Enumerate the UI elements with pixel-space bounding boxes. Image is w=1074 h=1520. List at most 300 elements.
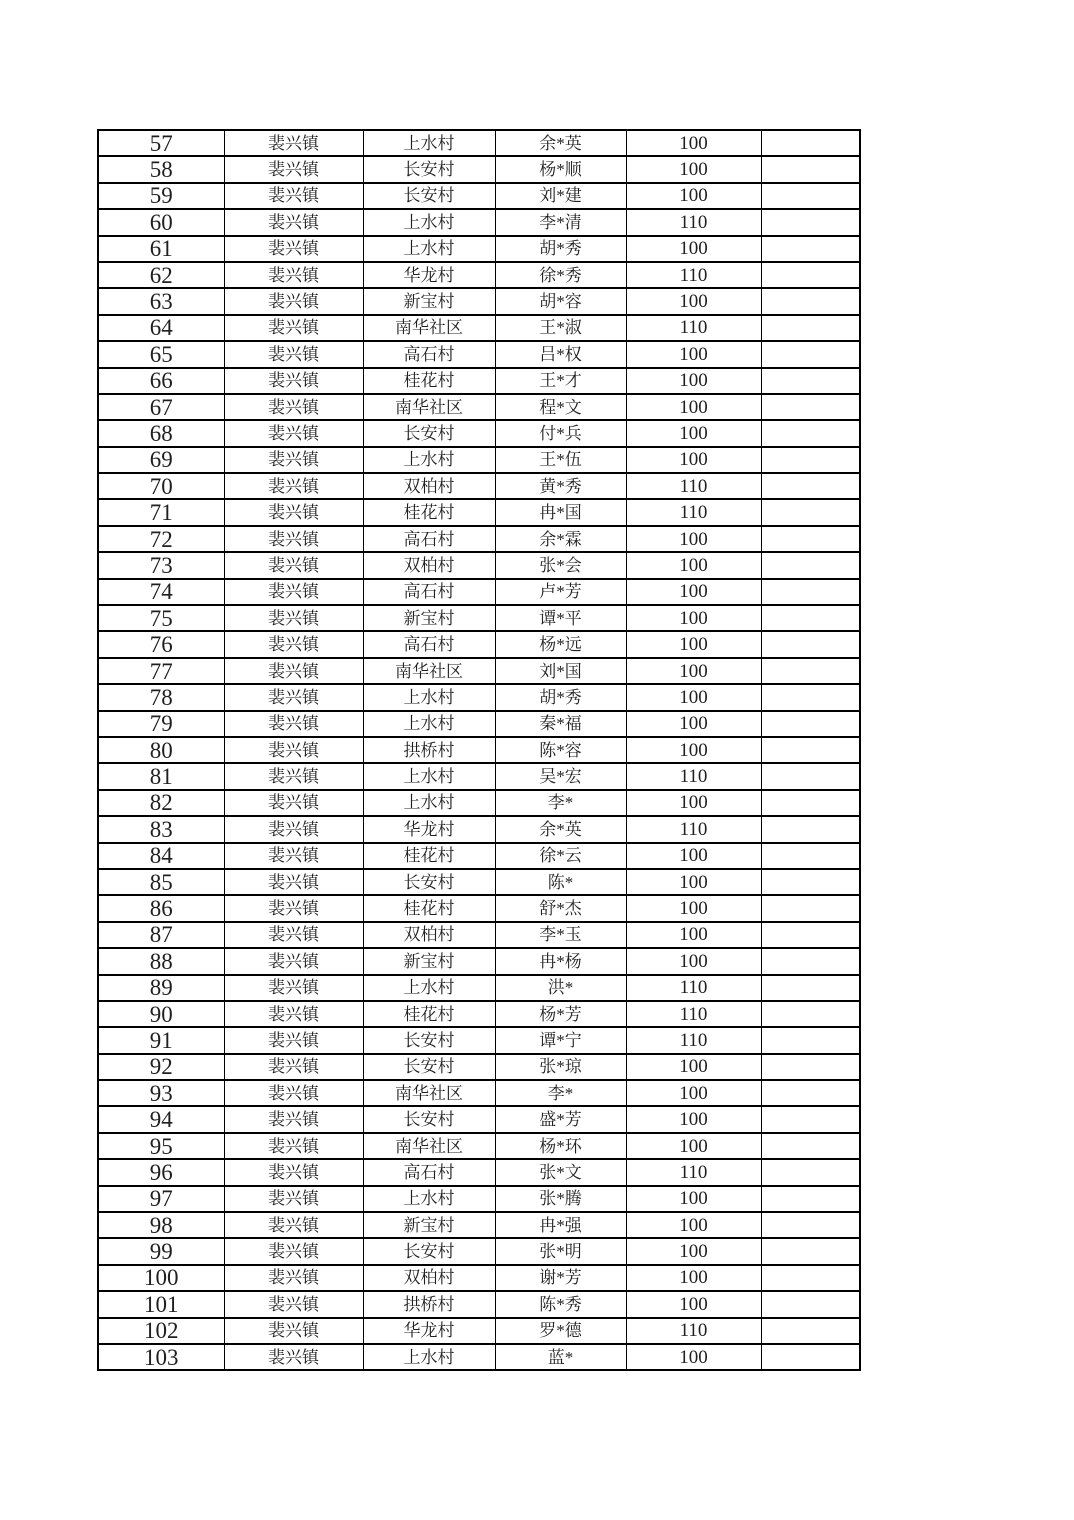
cell-amount: 100 bbox=[626, 1212, 761, 1238]
cell-person-name: 余*英 bbox=[495, 130, 626, 156]
cell-village: 桂花村 bbox=[363, 368, 495, 394]
cell-serial-number: 67 bbox=[98, 394, 224, 420]
cell-note-empty bbox=[761, 579, 860, 605]
cell-village: 双柏村 bbox=[363, 922, 495, 948]
cell-serial-number: 70 bbox=[98, 473, 224, 499]
cell-village: 上水村 bbox=[363, 1344, 495, 1370]
table-row bbox=[98, 631, 860, 657]
cell-note-empty bbox=[761, 843, 860, 869]
cell-person-name: 杨*顺 bbox=[495, 156, 626, 182]
cell-amount: 100 bbox=[626, 1344, 761, 1370]
table-row bbox=[98, 368, 860, 394]
cell-amount: 100 bbox=[626, 922, 761, 948]
cell-serial-number: 98 bbox=[98, 1212, 224, 1238]
cell-village: 上水村 bbox=[363, 790, 495, 816]
table-row bbox=[98, 1106, 860, 1132]
cell-town: 裴兴镇 bbox=[224, 526, 363, 552]
cell-village: 长安村 bbox=[363, 1238, 495, 1264]
cell-village: 华龙村 bbox=[363, 816, 495, 842]
cell-town: 裴兴镇 bbox=[224, 262, 363, 288]
cell-serial-number: 80 bbox=[98, 737, 224, 763]
table-row bbox=[98, 816, 860, 842]
cell-town: 裴兴镇 bbox=[224, 209, 363, 235]
table-row bbox=[98, 1238, 860, 1264]
cell-town: 裴兴镇 bbox=[224, 684, 363, 710]
cell-amount: 110 bbox=[626, 763, 761, 789]
cell-note-empty bbox=[761, 526, 860, 552]
cell-village: 上水村 bbox=[363, 209, 495, 235]
cell-person-name: 刘*建 bbox=[495, 183, 626, 209]
cell-town: 裴兴镇 bbox=[224, 156, 363, 182]
table-row bbox=[98, 315, 860, 341]
cell-note-empty bbox=[761, 816, 860, 842]
cell-village: 上水村 bbox=[363, 711, 495, 737]
cell-person-name: 盛*芳 bbox=[495, 1106, 626, 1132]
cell-town: 裴兴镇 bbox=[224, 341, 363, 367]
cell-village: 双柏村 bbox=[363, 1265, 495, 1291]
cell-amount: 100 bbox=[626, 552, 761, 578]
cell-serial-number: 62 bbox=[98, 262, 224, 288]
cell-village: 上水村 bbox=[363, 447, 495, 473]
cell-serial-number: 81 bbox=[98, 763, 224, 789]
table-row bbox=[98, 473, 860, 499]
cell-note-empty bbox=[761, 315, 860, 341]
table-row bbox=[98, 1133, 860, 1159]
table-row bbox=[98, 658, 860, 684]
cell-note-empty bbox=[761, 711, 860, 737]
cell-amount: 100 bbox=[626, 1133, 761, 1159]
cell-person-name: 胡*秀 bbox=[495, 236, 626, 262]
cell-amount: 100 bbox=[626, 526, 761, 552]
cell-person-name: 谢*芳 bbox=[495, 1265, 626, 1291]
cell-town: 裴兴镇 bbox=[224, 1212, 363, 1238]
table-row bbox=[98, 1027, 860, 1053]
cell-town: 裴兴镇 bbox=[224, 420, 363, 446]
cell-town: 裴兴镇 bbox=[224, 1318, 363, 1344]
cell-amount: 100 bbox=[626, 447, 761, 473]
table-row bbox=[98, 236, 860, 262]
cell-village: 南华社区 bbox=[363, 394, 495, 420]
cell-note-empty bbox=[761, 1159, 860, 1185]
cell-serial-number: 95 bbox=[98, 1133, 224, 1159]
cell-note-empty bbox=[761, 552, 860, 578]
cell-amount: 100 bbox=[626, 790, 761, 816]
cell-note-empty bbox=[761, 368, 860, 394]
cell-note-empty bbox=[761, 130, 860, 156]
cell-serial-number: 94 bbox=[98, 1106, 224, 1132]
cell-serial-number: 85 bbox=[98, 869, 224, 895]
cell-village: 上水村 bbox=[363, 1186, 495, 1212]
cell-town: 裴兴镇 bbox=[224, 763, 363, 789]
table-row bbox=[98, 209, 860, 235]
cell-serial-number: 83 bbox=[98, 816, 224, 842]
cell-amount: 100 bbox=[626, 1238, 761, 1264]
cell-person-name: 杨*远 bbox=[495, 631, 626, 657]
cell-town: 裴兴镇 bbox=[224, 1001, 363, 1027]
cell-amount: 100 bbox=[626, 341, 761, 367]
cell-serial-number: 86 bbox=[98, 895, 224, 921]
cell-amount: 100 bbox=[626, 658, 761, 684]
cell-amount: 110 bbox=[626, 209, 761, 235]
table-row bbox=[98, 1344, 860, 1370]
cell-village: 长安村 bbox=[363, 869, 495, 895]
cell-town: 裴兴镇 bbox=[224, 816, 363, 842]
cell-note-empty bbox=[761, 262, 860, 288]
table-row bbox=[98, 790, 860, 816]
cell-serial-number: 101 bbox=[98, 1291, 224, 1317]
cell-note-empty bbox=[761, 975, 860, 1001]
cell-person-name: 余*霖 bbox=[495, 526, 626, 552]
cell-village: 桂花村 bbox=[363, 843, 495, 869]
cell-amount: 110 bbox=[626, 1027, 761, 1053]
cell-serial-number: 87 bbox=[98, 922, 224, 948]
cell-village: 南华社区 bbox=[363, 1133, 495, 1159]
cell-note-empty bbox=[761, 1186, 860, 1212]
cell-note-empty bbox=[761, 658, 860, 684]
cell-serial-number: 66 bbox=[98, 368, 224, 394]
cell-amount: 100 bbox=[626, 1186, 761, 1212]
cell-amount: 100 bbox=[626, 288, 761, 314]
cell-note-empty bbox=[761, 1238, 860, 1264]
cell-amount: 100 bbox=[626, 605, 761, 631]
cell-note-empty bbox=[761, 183, 860, 209]
table-row bbox=[98, 922, 860, 948]
cell-village: 上水村 bbox=[363, 975, 495, 1001]
cell-village: 新宝村 bbox=[363, 605, 495, 631]
cell-amount: 110 bbox=[626, 1318, 761, 1344]
cell-note-empty bbox=[761, 1080, 860, 1106]
cell-village: 双柏村 bbox=[363, 473, 495, 499]
cell-person-name: 张*文 bbox=[495, 1159, 626, 1185]
cell-serial-number: 65 bbox=[98, 341, 224, 367]
cell-note-empty bbox=[761, 1133, 860, 1159]
cell-serial-number: 69 bbox=[98, 447, 224, 473]
cell-note-empty bbox=[761, 1344, 860, 1370]
table-row bbox=[98, 130, 860, 156]
table-row bbox=[98, 1318, 860, 1344]
cell-note-empty bbox=[761, 420, 860, 446]
cell-amount: 100 bbox=[626, 684, 761, 710]
cell-serial-number: 97 bbox=[98, 1186, 224, 1212]
cell-person-name: 李* bbox=[495, 790, 626, 816]
cell-amount: 100 bbox=[626, 1080, 761, 1106]
cell-person-name: 舒*杰 bbox=[495, 895, 626, 921]
cell-town: 裴兴镇 bbox=[224, 579, 363, 605]
cell-village: 新宝村 bbox=[363, 948, 495, 974]
cell-village: 华龙村 bbox=[363, 1318, 495, 1344]
cell-village: 新宝村 bbox=[363, 1212, 495, 1238]
cell-amount: 100 bbox=[626, 948, 761, 974]
cell-town: 裴兴镇 bbox=[224, 315, 363, 341]
cell-person-name: 张*琼 bbox=[495, 1054, 626, 1080]
cell-person-name: 黄*秀 bbox=[495, 473, 626, 499]
cell-person-name: 谭*宁 bbox=[495, 1027, 626, 1053]
table-row bbox=[98, 341, 860, 367]
cell-amount: 100 bbox=[626, 236, 761, 262]
cell-serial-number: 82 bbox=[98, 790, 224, 816]
table-row bbox=[98, 1291, 860, 1317]
cell-town: 裴兴镇 bbox=[224, 948, 363, 974]
cell-serial-number: 75 bbox=[98, 605, 224, 631]
cell-village: 双柏村 bbox=[363, 552, 495, 578]
cell-village: 新宝村 bbox=[363, 288, 495, 314]
table-row bbox=[98, 1054, 860, 1080]
cell-note-empty bbox=[761, 631, 860, 657]
cell-village: 高石村 bbox=[363, 631, 495, 657]
beneficiary-table bbox=[97, 129, 861, 1371]
cell-town: 裴兴镇 bbox=[224, 552, 363, 578]
cell-serial-number: 90 bbox=[98, 1001, 224, 1027]
cell-person-name: 程*文 bbox=[495, 394, 626, 420]
cell-town: 裴兴镇 bbox=[224, 631, 363, 657]
cell-town: 裴兴镇 bbox=[224, 1159, 363, 1185]
cell-amount: 100 bbox=[626, 420, 761, 446]
cell-serial-number: 100 bbox=[98, 1265, 224, 1291]
cell-serial-number: 89 bbox=[98, 975, 224, 1001]
cell-person-name: 张*腾 bbox=[495, 1186, 626, 1212]
cell-serial-number: 79 bbox=[98, 711, 224, 737]
cell-serial-number: 99 bbox=[98, 1238, 224, 1264]
table-row bbox=[98, 1265, 860, 1291]
cell-amount: 100 bbox=[626, 579, 761, 605]
cell-note-empty bbox=[761, 209, 860, 235]
cell-amount: 100 bbox=[626, 1106, 761, 1132]
cell-town: 裴兴镇 bbox=[224, 1133, 363, 1159]
cell-town: 裴兴镇 bbox=[224, 1291, 363, 1317]
cell-serial-number: 93 bbox=[98, 1080, 224, 1106]
cell-town: 裴兴镇 bbox=[224, 447, 363, 473]
cell-person-name: 谭*平 bbox=[495, 605, 626, 631]
cell-village: 华龙村 bbox=[363, 262, 495, 288]
cell-note-empty bbox=[761, 1265, 860, 1291]
cell-town: 裴兴镇 bbox=[224, 605, 363, 631]
table-row bbox=[98, 948, 860, 974]
table-row bbox=[98, 869, 860, 895]
cell-amount: 100 bbox=[626, 1265, 761, 1291]
cell-person-name: 洪* bbox=[495, 975, 626, 1001]
cell-person-name: 徐*云 bbox=[495, 843, 626, 869]
cell-note-empty bbox=[761, 288, 860, 314]
cell-note-empty bbox=[761, 790, 860, 816]
cell-serial-number: 74 bbox=[98, 579, 224, 605]
cell-town: 裴兴镇 bbox=[224, 130, 363, 156]
cell-town: 裴兴镇 bbox=[224, 394, 363, 420]
cell-amount: 100 bbox=[626, 368, 761, 394]
cell-person-name: 张*会 bbox=[495, 552, 626, 578]
table-row bbox=[98, 262, 860, 288]
cell-town: 裴兴镇 bbox=[224, 895, 363, 921]
cell-town: 裴兴镇 bbox=[224, 975, 363, 1001]
cell-note-empty bbox=[761, 737, 860, 763]
cell-person-name: 付*兵 bbox=[495, 420, 626, 446]
cell-village: 长安村 bbox=[363, 1027, 495, 1053]
cell-person-name: 秦*福 bbox=[495, 711, 626, 737]
cell-person-name: 王*伍 bbox=[495, 447, 626, 473]
table-row bbox=[98, 552, 860, 578]
cell-serial-number: 103 bbox=[98, 1344, 224, 1370]
cell-note-empty bbox=[761, 948, 860, 974]
cell-serial-number: 78 bbox=[98, 684, 224, 710]
cell-note-empty bbox=[761, 1106, 860, 1132]
cell-person-name: 卢*芳 bbox=[495, 579, 626, 605]
cell-person-name: 杨*环 bbox=[495, 1133, 626, 1159]
cell-serial-number: 96 bbox=[98, 1159, 224, 1185]
cell-serial-number: 61 bbox=[98, 236, 224, 262]
cell-village: 上水村 bbox=[363, 236, 495, 262]
table-row bbox=[98, 1001, 860, 1027]
cell-amount: 100 bbox=[626, 843, 761, 869]
cell-note-empty bbox=[761, 1027, 860, 1053]
cell-note-empty bbox=[761, 1291, 860, 1317]
cell-note-empty bbox=[761, 1054, 860, 1080]
cell-village: 高石村 bbox=[363, 341, 495, 367]
cell-serial-number: 102 bbox=[98, 1318, 224, 1344]
cell-note-empty bbox=[761, 869, 860, 895]
cell-village: 上水村 bbox=[363, 763, 495, 789]
cell-serial-number: 58 bbox=[98, 156, 224, 182]
table-row bbox=[98, 288, 860, 314]
cell-serial-number: 71 bbox=[98, 499, 224, 525]
cell-town: 裴兴镇 bbox=[224, 368, 363, 394]
cell-amount: 100 bbox=[626, 1291, 761, 1317]
cell-person-name: 冉*杨 bbox=[495, 948, 626, 974]
cell-village: 长安村 bbox=[363, 420, 495, 446]
cell-town: 裴兴镇 bbox=[224, 1027, 363, 1053]
table-row bbox=[98, 1159, 860, 1185]
cell-serial-number: 91 bbox=[98, 1027, 224, 1053]
cell-town: 裴兴镇 bbox=[224, 473, 363, 499]
cell-serial-number: 73 bbox=[98, 552, 224, 578]
cell-note-empty bbox=[761, 156, 860, 182]
cell-village: 拱桥村 bbox=[363, 737, 495, 763]
cell-village: 桂花村 bbox=[363, 1001, 495, 1027]
cell-town: 裴兴镇 bbox=[224, 1344, 363, 1370]
cell-note-empty bbox=[761, 394, 860, 420]
cell-village: 长安村 bbox=[363, 156, 495, 182]
cell-village: 上水村 bbox=[363, 130, 495, 156]
table-row bbox=[98, 1080, 860, 1106]
cell-note-empty bbox=[761, 1318, 860, 1344]
cell-village: 桂花村 bbox=[363, 895, 495, 921]
cell-note-empty bbox=[761, 236, 860, 262]
cell-note-empty bbox=[761, 473, 860, 499]
cell-town: 裴兴镇 bbox=[224, 288, 363, 314]
cell-person-name: 胡*容 bbox=[495, 288, 626, 314]
table-row bbox=[98, 763, 860, 789]
table-row bbox=[98, 1186, 860, 1212]
cell-person-name: 王*才 bbox=[495, 368, 626, 394]
cell-person-name: 罗*德 bbox=[495, 1318, 626, 1344]
cell-village: 上水村 bbox=[363, 684, 495, 710]
table-row bbox=[98, 684, 860, 710]
cell-town: 裴兴镇 bbox=[224, 1238, 363, 1264]
cell-person-name: 张*明 bbox=[495, 1238, 626, 1264]
cell-person-name: 余*英 bbox=[495, 816, 626, 842]
cell-serial-number: 88 bbox=[98, 948, 224, 974]
cell-amount: 110 bbox=[626, 262, 761, 288]
cell-amount: 110 bbox=[626, 315, 761, 341]
cell-amount: 110 bbox=[626, 1159, 761, 1185]
cell-note-empty bbox=[761, 447, 860, 473]
table-row bbox=[98, 156, 860, 182]
cell-town: 裴兴镇 bbox=[224, 737, 363, 763]
cell-note-empty bbox=[761, 1212, 860, 1238]
table-row bbox=[98, 420, 860, 446]
table-row bbox=[98, 447, 860, 473]
cell-serial-number: 57 bbox=[98, 130, 224, 156]
cell-village: 高石村 bbox=[363, 526, 495, 552]
cell-person-name: 李* bbox=[495, 1080, 626, 1106]
cell-amount: 100 bbox=[626, 895, 761, 921]
cell-amount: 110 bbox=[626, 816, 761, 842]
cell-serial-number: 76 bbox=[98, 631, 224, 657]
cell-town: 裴兴镇 bbox=[224, 1080, 363, 1106]
cell-village: 高石村 bbox=[363, 579, 495, 605]
table-row bbox=[98, 499, 860, 525]
cell-village: 长安村 bbox=[363, 183, 495, 209]
cell-person-name: 陈*容 bbox=[495, 737, 626, 763]
cell-town: 裴兴镇 bbox=[224, 843, 363, 869]
cell-town: 裴兴镇 bbox=[224, 236, 363, 262]
cell-note-empty bbox=[761, 499, 860, 525]
cell-person-name: 胡*秀 bbox=[495, 684, 626, 710]
cell-person-name: 吴*宏 bbox=[495, 763, 626, 789]
cell-person-name: 王*淑 bbox=[495, 315, 626, 341]
cell-village: 长安村 bbox=[363, 1106, 495, 1132]
cell-note-empty bbox=[761, 341, 860, 367]
cell-village: 南华社区 bbox=[363, 1080, 495, 1106]
cell-town: 裴兴镇 bbox=[224, 1054, 363, 1080]
cell-person-name: 徐*秀 bbox=[495, 262, 626, 288]
cell-person-name: 吕*权 bbox=[495, 341, 626, 367]
table-row bbox=[98, 579, 860, 605]
table-row bbox=[98, 1212, 860, 1238]
cell-note-empty bbox=[761, 895, 860, 921]
cell-person-name: 冉*强 bbox=[495, 1212, 626, 1238]
cell-town: 裴兴镇 bbox=[224, 711, 363, 737]
cell-amount: 100 bbox=[626, 394, 761, 420]
cell-note-empty bbox=[761, 763, 860, 789]
cell-town: 裴兴镇 bbox=[224, 183, 363, 209]
cell-note-empty bbox=[761, 605, 860, 631]
cell-town: 裴兴镇 bbox=[224, 869, 363, 895]
cell-person-name: 杨*芳 bbox=[495, 1001, 626, 1027]
cell-person-name: 陈*秀 bbox=[495, 1291, 626, 1317]
cell-serial-number: 64 bbox=[98, 315, 224, 341]
table-row bbox=[98, 711, 860, 737]
cell-amount: 100 bbox=[626, 1054, 761, 1080]
cell-note-empty bbox=[761, 1001, 860, 1027]
cell-serial-number: 72 bbox=[98, 526, 224, 552]
cell-serial-number: 84 bbox=[98, 843, 224, 869]
cell-person-name: 刘*国 bbox=[495, 658, 626, 684]
cell-town: 裴兴镇 bbox=[224, 790, 363, 816]
cell-amount: 100 bbox=[626, 711, 761, 737]
cell-amount: 100 bbox=[626, 631, 761, 657]
table-row bbox=[98, 183, 860, 209]
cell-town: 裴兴镇 bbox=[224, 658, 363, 684]
cell-serial-number: 68 bbox=[98, 420, 224, 446]
cell-person-name: 冉*国 bbox=[495, 499, 626, 525]
cell-serial-number: 60 bbox=[98, 209, 224, 235]
cell-amount: 110 bbox=[626, 473, 761, 499]
cell-person-name: 陈* bbox=[495, 869, 626, 895]
cell-serial-number: 77 bbox=[98, 658, 224, 684]
cell-amount: 110 bbox=[626, 1001, 761, 1027]
cell-amount: 100 bbox=[626, 869, 761, 895]
cell-amount: 100 bbox=[626, 183, 761, 209]
cell-village: 拱桥村 bbox=[363, 1291, 495, 1317]
